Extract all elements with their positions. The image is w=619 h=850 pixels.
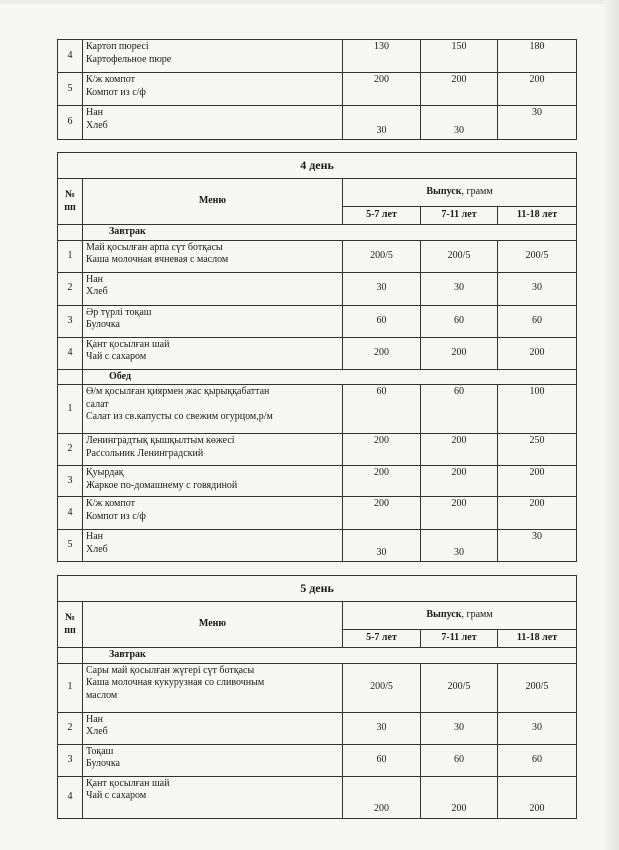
portion-11-18: 60 xyxy=(498,744,577,776)
portion-5-7: 200 xyxy=(343,776,421,818)
dish-name: Нан Хлеб xyxy=(83,272,343,305)
portion-5-7: 200/5 xyxy=(343,663,421,712)
portion-5-7: 200 xyxy=(343,337,421,369)
dish-name: Әр түрлі тоқаш Булочка xyxy=(83,305,343,337)
portion-11-18: 60 xyxy=(498,305,577,337)
table-row xyxy=(58,73,577,106)
portion-7-11: 30 xyxy=(421,272,498,305)
age-header-7-11: 7-11 лет xyxy=(421,207,498,225)
portion-7-11: 200 xyxy=(421,337,498,369)
row-number: 2 xyxy=(58,272,83,305)
portion-7-11: 200 xyxy=(421,434,498,466)
portion-5-7: 30 xyxy=(343,106,421,140)
age-header-11-18: 11-18 лет xyxy=(498,630,577,648)
table-row xyxy=(58,497,577,530)
portion-11-18: 200 xyxy=(498,466,577,497)
table-row xyxy=(58,337,577,369)
table-row xyxy=(58,240,577,272)
age-header-5-7: 5-7 лет xyxy=(343,630,421,648)
portion-7-11: 200/5 xyxy=(421,663,498,712)
portion-11-18: 30 xyxy=(498,272,577,305)
portion-5-7: 200 xyxy=(343,466,421,497)
dish-name: Картоп пюресі Картофельное пюре xyxy=(83,40,343,73)
portion-5-7: 60 xyxy=(343,744,421,776)
row-number: 4 xyxy=(58,497,83,530)
day5-menu-table xyxy=(57,575,577,819)
row-number: 2 xyxy=(58,712,83,744)
table-row xyxy=(58,106,577,140)
portion-5-7: 130 xyxy=(343,40,421,73)
portion-7-11: 200 xyxy=(421,776,498,818)
table-row xyxy=(58,305,577,337)
table-row xyxy=(58,40,577,73)
portion-11-18: 180 xyxy=(498,40,577,73)
table-row xyxy=(58,663,577,712)
lunch-section-label: Обед xyxy=(83,369,577,385)
portion-11-18: 250 xyxy=(498,434,577,466)
portion-11-18: 30 xyxy=(498,530,577,562)
portion-5-7: 60 xyxy=(343,385,421,434)
row-number: 3 xyxy=(58,466,83,497)
table-row xyxy=(58,466,577,497)
table-row xyxy=(58,712,577,744)
portion-7-11: 60 xyxy=(421,744,498,776)
portion-7-11: 60 xyxy=(421,305,498,337)
age-header-7-11: 7-11 лет xyxy=(421,630,498,648)
portion-11-18: 200/5 xyxy=(498,240,577,272)
table-row xyxy=(58,530,577,562)
portion-7-11: 60 xyxy=(421,385,498,434)
table-row xyxy=(58,744,577,776)
menu-column-header: Меню xyxy=(83,179,343,225)
breakfast-section-label: Завтрак xyxy=(83,648,577,664)
table-row xyxy=(58,272,577,305)
dish-name: Май қосылған арпа сүт ботқасы Каша молочная ячневая с маслом xyxy=(83,240,343,272)
row-number: 5 xyxy=(58,73,83,106)
portion-11-18: 200/5 xyxy=(498,663,577,712)
day-title: 4 день xyxy=(58,153,577,179)
portion-11-18: 100 xyxy=(498,385,577,434)
row-number: 6 xyxy=(58,106,83,140)
age-header-11-18: 11-18 лет xyxy=(498,207,577,225)
number-column-header: № пп xyxy=(58,179,83,225)
portion-11-18: 200 xyxy=(498,73,577,106)
dish-name: К/ж компот Компот из с/ф xyxy=(83,497,343,530)
dish-name: Сары май қосылған жүгері сүт ботқасы Каша молочная кукурузная со сливочным маслом xyxy=(83,663,343,712)
portion-5-7: 200 xyxy=(343,73,421,106)
portion-5-7: 30 xyxy=(343,272,421,305)
dish-name: Қант қосылған шай Чай с сахаром xyxy=(83,776,343,818)
output-column-header: Выпуск, грамм xyxy=(343,179,577,207)
number-column-header: № пп xyxy=(58,602,83,648)
row-number: 4 xyxy=(58,776,83,818)
row-number: 5 xyxy=(58,530,83,562)
row-number: 1 xyxy=(58,385,83,434)
row-number: 2 xyxy=(58,434,83,466)
day-title: 5 день xyxy=(58,576,577,602)
dish-name: Нан Хлеб xyxy=(83,106,343,140)
portion-11-18: 200 xyxy=(498,497,577,530)
row-number: 1 xyxy=(58,240,83,272)
portion-7-11: 200/5 xyxy=(421,240,498,272)
portion-5-7: 30 xyxy=(343,712,421,744)
day3-continuation-table xyxy=(57,39,577,140)
portion-7-11: 30 xyxy=(421,106,498,140)
dish-name: Ленинградтық қышқылтым көжесі Рассольник Ленинградский xyxy=(83,434,343,466)
row-number: 3 xyxy=(58,305,83,337)
portion-11-18: 30 xyxy=(498,106,577,140)
portion-5-7: 200/5 xyxy=(343,240,421,272)
menu-column-header: Меню xyxy=(83,602,343,648)
table-row xyxy=(58,434,577,466)
scan-top-edge xyxy=(0,0,619,4)
row-number: 1 xyxy=(58,663,83,712)
scan-right-edge xyxy=(605,0,619,850)
breakfast-section-label: Завтрак xyxy=(83,225,577,241)
portion-5-7: 200 xyxy=(343,497,421,530)
table-row xyxy=(58,776,577,818)
portion-11-18: 200 xyxy=(498,337,577,369)
dish-name: К/ж компот Компот из с/ф xyxy=(83,73,343,106)
output-column-header: Выпуск, грамм xyxy=(343,602,577,630)
dish-name: Ө/м қосылған қиярмен жас қырыққабаттан салат Салат из св.капусты со свежим огурцом,р/м xyxy=(83,385,343,434)
portion-7-11: 200 xyxy=(421,73,498,106)
portion-5-7: 30 xyxy=(343,530,421,562)
portion-5-7: 60 xyxy=(343,305,421,337)
portion-11-18: 30 xyxy=(498,712,577,744)
table-header-row xyxy=(58,179,577,207)
dish-name: Нан Хлеб xyxy=(83,712,343,744)
row-number: 4 xyxy=(58,40,83,73)
row-number: 3 xyxy=(58,744,83,776)
dish-name: Қант қосылған шай Чай с сахаром xyxy=(83,337,343,369)
table-header-row xyxy=(58,602,577,630)
table-row xyxy=(58,385,577,434)
day4-menu-table xyxy=(57,152,577,562)
portion-5-7: 200 xyxy=(343,434,421,466)
dish-name: Нан Хлеб xyxy=(83,530,343,562)
age-header-5-7: 5-7 лет xyxy=(343,207,421,225)
portion-7-11: 150 xyxy=(421,40,498,73)
portion-7-11: 200 xyxy=(421,466,498,497)
portion-7-11: 30 xyxy=(421,712,498,744)
portion-7-11: 200 xyxy=(421,497,498,530)
row-number: 4 xyxy=(58,337,83,369)
portion-7-11: 30 xyxy=(421,530,498,562)
dish-name: Қуырдақ Жаркое по-домашнему с говядиной xyxy=(83,466,343,497)
portion-11-18: 200 xyxy=(498,776,577,818)
dish-name: Тоқаш Булочка xyxy=(83,744,343,776)
